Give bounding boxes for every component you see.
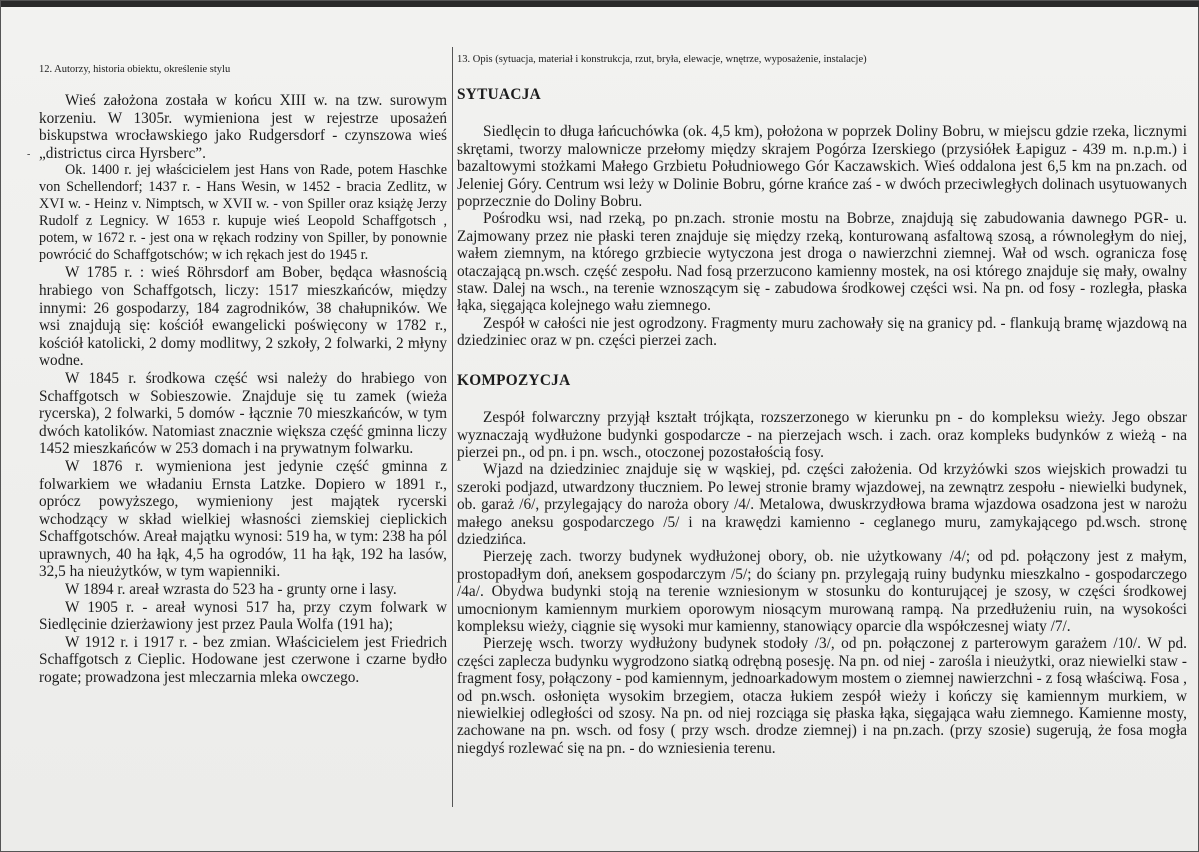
history-paragraph: W 1894 r. areał wzrasta do 523 ha - grunty orne i lasy. [65, 581, 397, 599]
history-paragraph: W 1845 r. środkowa część wsi należy do hrabiego von Schaffgotsch w Sobieszowie. Znajduje się tu zamek (wieża rycerska), 2 folwarki, 5 domów - łącznie 70 mieszkańców, w tym dwóch katolików. Natomiast znacznie większa część gminna liczy 1452 mieszkańców w 253 domach i na prywatnym folwarku. [39, 369, 447, 458]
history-paragraph: Ok. 1400 r. jej właścicielem jest Hans von Rade, potem Haschke von Schellendorf; 1437 r. - Hans Wesin, w 1452 - bracia Zedlitz, w XVI w. - Heinz v. Nimptsch, w XVII w. - von Spiller oraz książę Jerzy Rudolf z Legnicy. W 1653 r. kupuje wieś Leopold Schaffgotsch , potem, w 1672 r. - jest ona w rękach rodziny von Spiller, by ponownie powrócić do Schaffgotschów; w ich rękach jest do 1945 r. [39, 162, 447, 264]
right-section-header: 13. Opis (sytuacja, materiał i konstrukcja, rzut, bryła, elewacje, wnętrze, wyposażenie, instalacje) [457, 54, 867, 65]
left-column [39, 63, 447, 687]
history-paragraph: Wieś założona została w końcu XIII w. na tzw. surowym korzeniu. W 1305r. wymieniona jest w rejestrze uposażeń biskupstwa wrocławskiego jako Rudgersdorf - czynszowa wieś „districtus circa Hyrsberc”. [39, 92, 447, 162]
section-title-kompozycja: KOMPOZYCJA [457, 371, 571, 389]
scan-edge [1, 1, 1199, 7]
history-paragraph: W 1876 r. wymieniona jest jedynie część gminna z folwarkiem we władaniu Ernsta Latzke. Dopiero w 1891 r., oprócz powyższego, wymieniony jest majątek rycerski wchodzący w skład wielkiej własności ziemskiej cieplickich Schaffgotschów. Areał majątku wynosi: 519 ha, w tym: 238 ha pól uprawnych, 40 ha łąk, 4,5 ha ogrodów, 11 ha łąk, 192 ha lasów, 32,5 ha nieużytków, w tym wapienniki. [39, 457, 447, 581]
section-title-sytuacja: SYTUACJA [457, 86, 541, 103]
history-paragraph: W 1905 r. - areał wynosi 517 ha, przy czym folwark w Siedlęcinie dzierżawiony jest przez Paula Wolfa (191 ha); [39, 598, 447, 634]
history-paragraph: W 1785 r. : wieś Röhrsdorf am Bober, będąca własnością hrabiego von Schaffgotsch, liczy: 1517 mieszkańców, między innymi: 26 gospodarzy, 184 zagrodników, 38 chałupników. We wsi znajdują się: kościół ewangelicki poświęcony w 1782 r., kościół katolicki, 2 domy modlitwy, 2 szkoły, 2 folwarki, 2 młyny wodne. [39, 264, 447, 370]
column-divider [452, 47, 453, 807]
description-paragraph: Siedlęcin to długa łańcuchówka (ok. 4,5 km), położona w poprzek Doliny Bobru, w miejscu gdzie rzeka, licznymi skrętami, tworzy malownicze przełomy między skrajem Pogórza Izerskiego (przysiółek Łapiguz - 439 m. n.p.m.) i bazaltowymi stożkami Małego Grzbietu Południowego Gór Kaczawskich. Wieś oddalona jest 6,5 km na pn.zach. od Jeleniej Góry. Centrum wsi leży w Dolinie Bobru, górne krańce zaś - w dwóch przeciwległych dolinach usytuowanych poprzecznie do Doliny Bobru. [457, 123, 1187, 211]
description-paragraph: Pośrodku wsi, nad rzeką, po pn.zach. stronie mostu na Bobrze, znajdują się zabudowania dawnego PGR- u. Zajmowany przez nie płaski teren znajduje się między rzeką, konturowaną asfaltową szosą, a równoległym do niej, wałem ziemnym, na którego grzbiecie wytyczona jest droga o nawierzchni ziemnej. Wał od wsch. ogranicza fosę otaczającą pn.wsch. część zespołu. Nad fosą przerzucono kamienny mostek, na osi którego znajduje się mały, owalny staw. Dalej na wsch., na terenie wznoszącym się - zabudowa środkowej części wsi. Na pn. od fosy - rozległa, płaska łąka, sięgająca kolejnego wału ziemnego. [457, 210, 1187, 315]
right-column [457, 53, 1187, 757]
margin-mark: - [27, 149, 31, 160]
description-paragraph: Zespół folwarczny przyjął kształt trójkąta, rozszerzonego w kierunku pn - do kompleksu wieży. Jego obszar wyznaczają wydłużone budynki gospodarcze - na pierzejach wsch. i zach. oraz kompleks budynków z wieżą - na pierzei pn., od pn. i pn. wsch., otoczonej pozostałością fosy. [457, 409, 1187, 461]
description-paragraph: Wjazd na dziedziniec znajduje się w wąskiej, pd. części założenia. Od krzyżówki szos wiejskich prowadzi tu szeroki podjazd, utwardzony tłuczniem. Po lewej stronie bramy wjazdowej, na zewnątrz zespołu - niewielki budynek, ob. garaż /6/, przylegający do naroża obory /4/. Metalowa, dwuskrzydłowa brama wjazdowa osadzona jest w narożu małego aneksu gospodarczego /5/ i na krawędzi kamienno - ceglanego muru, zamykającego pd.wsch. stronę dziedzińca. [457, 461, 1187, 548]
left-section-header: 12. Autorzy, historia obiektu, określenie stylu [39, 64, 231, 75]
description-paragraph: Zespół w całości nie jest ogrodzony. Fragmenty muru zachowały się na granicy pd. - flankują bramę wjazdową na dziedziniec oraz w pn. części pierzei zach. [457, 314, 1187, 350]
history-paragraph: W 1912 r. i 1917 r. - bez zmian. Właścicielem jest Friedrich Schaffgotsch z Cieplic. Hodowane jest czerwone i czarne bydło rogate; prowadzona jest mleczarnia mleka owczego. [39, 633, 447, 687]
description-paragraph: Pierzeję wsch. tworzy wydłużony budynek stodoły /3/, od pn. połączonej z parterowym garażem /10/. W pd. części zaplecza budynku wygrodzono siatką odrębną posesję. Na pn. od niej - zarośla i nieużytki, oraz niewielki staw - fragment fosy, połączony - pod kamiennym, jednoarkadowym mostem o ziemnej nawierzchni - z fosą właściwą. Fosa , od pn.wsch. osłonięta wysokim brzegiem, otacza łukiem zespół wieży i kończy się kamiennym murkiem, w niewielkiej odległości od szosy. Na pn. od niej rozciąga się płaska łąka, sięgająca wału ziemnego. Kamienne mosty, zachowane na pn. wsch. od fosy ( przy wsch. drodze ziemnej) i na pn.zach. (przy szosie) sugerują, że fosa mogła niegdyś rozlewać się na pn. - do wzniesienia terenu. [457, 635, 1187, 757]
description-paragraph: Pierzeję zach. tworzy budynek wydłużonej obory, ob. nie użytkowany /4/; od pd. połączony jest z małym, prostopadłym doń, aneksem gospodarczym /5/; do ściany pn. przylegają ruiny budynku mieszkalno - gospodarczego /4a/. Obydwa budynki stoją na terenie wzniesionym w stosunku do konturującej je szosy, w części środkowej umocnionym kamiennym murkiem oporowym niosącym murowaną rampą. Na przedłużeniu ruin, na wysokości kompleksu wieży, ciągnie się wysoki mur kamienny, stanowiący oparcie dla współczesnej wiaty /7/. [457, 548, 1187, 635]
